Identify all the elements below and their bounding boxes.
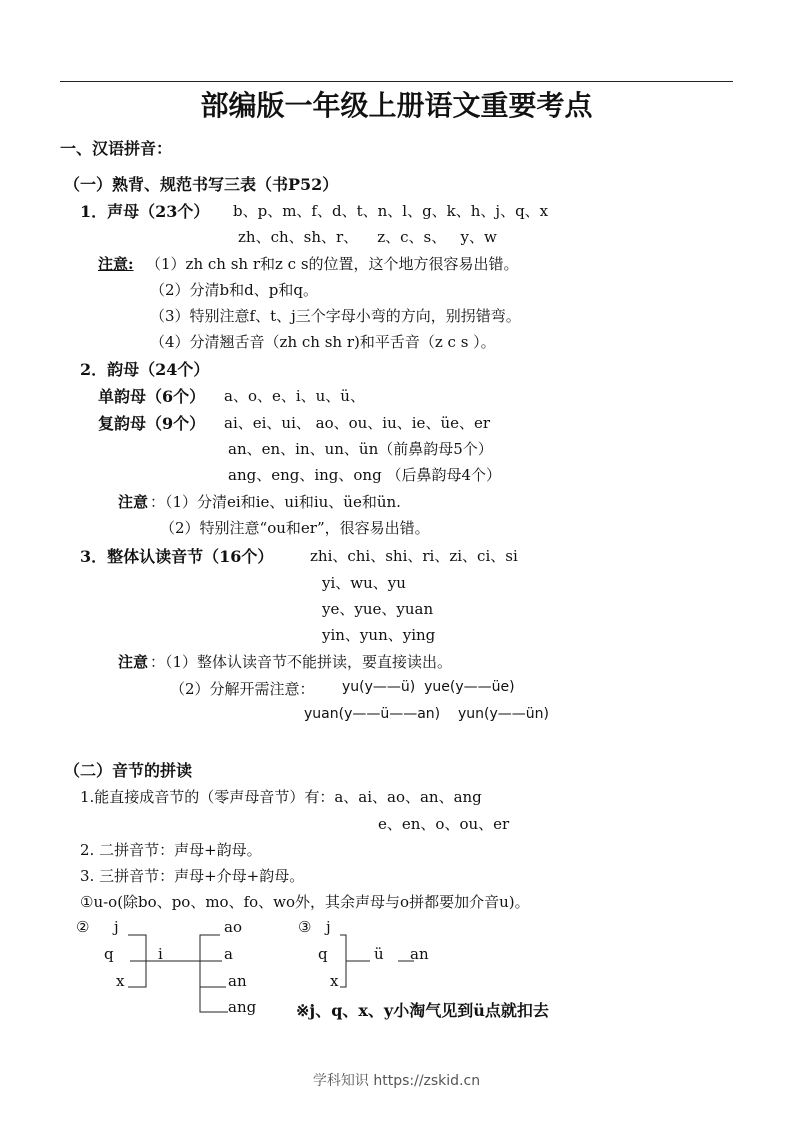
subsection-tables-heading: （一）熟背、规范书写三表（书P52） [64, 175, 339, 194]
diagram-3-number: ③ [298, 918, 312, 936]
yunmu-note-1: ：（1）分清ei和ie、ui和iu、üe和ün. [150, 493, 401, 511]
diagram-2-final-ao: ao [224, 918, 242, 936]
shengmu-note-2: （2）分清b和d、p和q。 [150, 281, 318, 299]
compound-yunmu-line-1: ai、ei、ui、 ao、ou、iu、ie、üe、er [224, 414, 491, 432]
diagram-2-medial-i: i [158, 945, 163, 963]
diagram-3-medial-u: ü [374, 945, 384, 963]
diagram-2-number: ② [76, 918, 90, 936]
diagram-3-initials-bracket [340, 935, 346, 987]
section-pinyin-heading: 一、汉语拼音： [60, 139, 173, 158]
zhengti-line-1: zhi、chi、shi、ri、zi、ci、si [310, 547, 518, 565]
zhengti-line-3: ye、yue、yuan [322, 600, 434, 618]
diagram-3-final-an: an [410, 945, 429, 963]
spelling-line-4: ①u-o(除bo、po、mo、fo、wo外，其余声母与o拼都要加介音u)。 [80, 893, 530, 911]
zhengti-note-2-examples-a: yu(y——ü) yue(y——üe) [342, 679, 515, 695]
zhengti-note-2: （2）分解开需注意： [170, 680, 315, 698]
subsection-spelling-heading: （二）音节的拼读 [64, 761, 193, 780]
page-title: 部编版一年级上册语文重要考点 [200, 89, 593, 122]
zhengti-line-4: yin、yun、ying [322, 626, 436, 644]
shengmu-line-1: b、p、m、f、d、t、n、l、g、k、h、j、q、x [233, 202, 549, 220]
zhengti-heading: 3．整体认读音节（16个） [80, 547, 274, 566]
zhengti-line-2: yi、wu、yu [322, 574, 406, 592]
yunmu-note-2: （2）特别注意“ou和er”，很容易出错。 [160, 519, 430, 537]
yunmu-heading: 2．韵母（24个） [80, 360, 210, 379]
single-yunmu-list: a、o、e、i、u、ü、 [224, 387, 365, 405]
diagram-2-initial-q: q [104, 945, 114, 963]
zhengti-note-2-examples-b: yuan(y——ü——an) yun(y——ün) [304, 706, 549, 722]
yunmu-note-label: 注意 [118, 493, 149, 511]
diagram-2-initial-j: j [114, 918, 119, 936]
diagram-2-final-an: an [228, 972, 247, 990]
zhengti-note-label: 注意 [118, 653, 149, 671]
spelling-line-3: 3. 三拼音节：声母+介母+韵母。 [80, 867, 305, 885]
diagram-3-initial-x: x [330, 972, 339, 990]
compound-yunmu-line-3: ang、eng、ing、ong （后鼻韵母4个） [228, 466, 502, 484]
footer-watermark: 学科知识 https://zskid.cn [312, 1073, 481, 1089]
zhengti-note-1: ：（1）整体认读音节不能拼读，要直接读出。 [150, 653, 453, 671]
single-yunmu-label: 单韵母（6个） [98, 387, 206, 406]
shengmu-line-2: zh、ch、sh、r、 z、c、s、 y、w [238, 228, 497, 246]
shengmu-note-3: （3）特别注意f、t、j三个字母小弯的方向，别拐错弯。 [150, 307, 521, 325]
diagram-3-initial-j: j [326, 918, 331, 936]
spelling-line-1b: e、en、o、ou、er [378, 815, 510, 833]
compound-yunmu-line-2: an、en、in、un、ün（前鼻韵母5个） [228, 440, 493, 458]
shengmu-heading: 1．声母（23个） [80, 202, 210, 221]
shengmu-note-1: （1）zh ch sh r和z c s的位置，这个地方很容易出错。 [146, 255, 519, 273]
diagram-3-initial-q: q [318, 945, 328, 963]
shengmu-note-label: 注意: [98, 255, 134, 273]
diagram-2-finals-bracket [200, 935, 228, 1012]
shengmu-note-4: （4）分清翘舌音（zh ch sh r)和平舌音（z c s ）。 [150, 333, 496, 351]
diagram-2-final-a: a [224, 945, 233, 963]
spelling-line-1: 1.能直接成音节的（零声母音节）有：a、ai、ao、an、ang [80, 788, 482, 806]
diagram-2-final-ang: ang [228, 998, 257, 1016]
diagram-2-initial-x: x [116, 972, 125, 990]
spelling-line-2: 2. 二拼音节：声母+韵母。 [80, 841, 262, 859]
spelling-tip: ※j、q、x、y小淘气见到ü点就扣去 [296, 1001, 549, 1020]
compound-yunmu-label: 复韵母（9个） [98, 414, 206, 433]
